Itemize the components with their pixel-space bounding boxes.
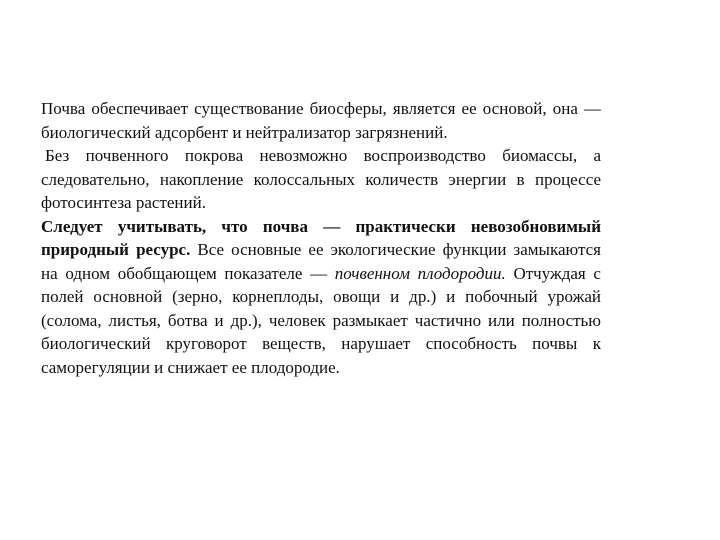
paragraph-soil-resource bbox=[41, 215, 601, 380]
italic-term: почвенном плодородии. bbox=[334, 263, 506, 283]
paragraph-text: Все основные ее экологические функции замыкаются на одном обобщающем показателе — bbox=[41, 240, 601, 283]
paragraph-soil-biosphere: Почва обеспечивает существование биосферы, является ее основой, она — биологический адсорбент и нейтрализатор загрязнений. bbox=[41, 99, 601, 142]
bold-statement: Следует учитывать, что почва — практически невозобновимый природный ресурс. bbox=[41, 216, 601, 259]
text-block bbox=[41, 97, 601, 379]
paragraph-soil-cover: Без почвенного покрова невозможно воспроизводство биомассы, а следовательно, накопление колоссальных количеств энергии в процессе фотосинтеза растений. bbox=[41, 146, 601, 212]
paragraph-text-continued: Отчуждая с полей основной (зерно, корнеплоды, овощи и др.) и побочный урожай (солома, листья, ботва и др.), человек размыкает частично или полностью биологический круговорот веществ, нарушает способность почвы к саморегуляции и снижает ее плодородие. bbox=[41, 263, 601, 377]
